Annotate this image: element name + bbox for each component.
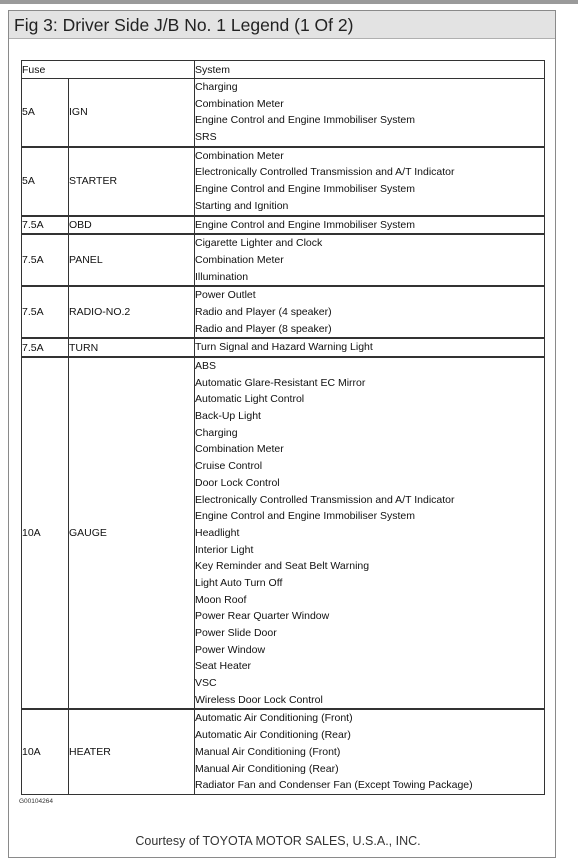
fuse-name: GAUGE	[69, 357, 195, 709]
system-item: VSC	[195, 677, 217, 690]
system-item: Power Rear Quarter Window	[195, 610, 330, 623]
table-row	[22, 79, 545, 147]
fuse-systems	[195, 286, 545, 338]
courtesy-caption: Courtesy of TOYOTA MOTOR SALES, U.S.A., INC.	[135, 834, 421, 848]
system-item: Combination Meter	[195, 443, 284, 456]
system-item: Automatic Air Conditioning (Rear)	[195, 729, 351, 742]
system-item: Engine Control and Engine Immobiliser System	[195, 114, 416, 127]
system-item: Radio and Player (4 speaker)	[195, 305, 332, 318]
fuse-systems	[195, 338, 545, 357]
fuse-systems	[195, 234, 545, 286]
system-item: Combination Meter	[195, 97, 284, 110]
system-item: Engine Control and Engine Immobiliser System	[195, 510, 416, 523]
figure-title: Fig 3: Driver Side J/B No. 1 Legend (1 Of 2)	[14, 15, 354, 35]
system-item: Engine Control and Engine Immobiliser System	[195, 218, 416, 231]
fuse-systems	[195, 216, 545, 235]
table-row	[22, 357, 545, 709]
fuse-systems	[195, 147, 545, 216]
system-item: Back-Up Light	[195, 410, 261, 423]
system-item: Radio and Player (8 speaker)	[195, 322, 332, 335]
fuse-name: RADIO-NO.2	[69, 286, 195, 338]
system-item: Turn Signal and Hazard Warning Light	[195, 341, 373, 354]
fuse-name: TURN	[69, 338, 195, 357]
fuse-name: HEATER	[69, 709, 195, 794]
system-item: Automatic Air Conditioning (Front)	[195, 712, 353, 725]
fuse-legend-table-wrap	[21, 60, 544, 795]
system-item: Electronically Controlled Transmission and A/T Indicator	[195, 166, 455, 179]
system-item: Charging	[195, 81, 238, 93]
system-item: Electronically Controlled Transmission and A/T Indicator	[195, 493, 455, 506]
fuse-name: STARTER	[69, 147, 195, 216]
fuse-name: PANEL	[69, 234, 195, 286]
table-row	[22, 286, 545, 338]
system-item: Key Reminder and Seat Belt Warning	[195, 560, 370, 573]
system-item: Manual Air Conditioning (Front)	[195, 745, 341, 758]
system-item: Illumination	[195, 270, 249, 283]
system-item: Wireless Door Lock Control	[195, 693, 323, 706]
fuse-amperage: 5A	[22, 79, 69, 147]
system-column-header: System	[195, 61, 545, 79]
fuse-amperage: 7.5A	[22, 216, 69, 235]
fuse-amperage: 7.5A	[22, 286, 69, 338]
system-item: Moon Roof	[195, 593, 247, 606]
table-row	[22, 338, 545, 357]
system-item: Power Slide Door	[195, 627, 277, 639]
system-item: Automatic Light Control	[195, 393, 305, 406]
fuse-legend-table	[21, 60, 545, 795]
fuse-systems	[195, 709, 545, 794]
table-row	[22, 147, 545, 216]
fuse-name: OBD	[69, 216, 195, 235]
fuse-amperage: 7.5A	[22, 338, 69, 357]
figure-title-bar	[9, 11, 555, 39]
system-item: Combination Meter	[195, 253, 284, 266]
system-item: ABS	[195, 360, 217, 372]
fuse-name: IGN	[69, 79, 195, 147]
system-item: SRS	[195, 131, 217, 144]
system-item: Door Lock Control	[195, 476, 280, 489]
system-item: Light Auto Turn Off	[195, 576, 283, 589]
system-item: Headlight	[195, 526, 240, 539]
system-item: Power Window	[195, 643, 266, 656]
top-rule	[0, 0, 578, 4]
system-item: Manual Air Conditioning (Rear)	[195, 762, 339, 775]
fuse-systems	[195, 79, 545, 147]
table-row	[22, 216, 545, 235]
system-item: Cruise Control	[195, 460, 263, 473]
system-item: Automatic Glare-Resistant EC Mirror	[195, 376, 366, 389]
table-row	[22, 234, 545, 286]
table-row	[22, 709, 545, 794]
fuse-amperage: 10A	[22, 709, 69, 794]
fuse-amperage: 10A	[22, 357, 69, 709]
system-item: Power Outlet	[195, 289, 256, 302]
system-item: Combination Meter	[195, 149, 284, 162]
fuse-amperage: 5A	[22, 147, 69, 216]
fuse-amperage: 7.5A	[22, 234, 69, 286]
system-item: Seat Heater	[195, 660, 252, 673]
system-item: Interior Light	[195, 543, 254, 556]
system-item: Starting and Ignition	[195, 199, 289, 212]
fuse-systems	[195, 357, 545, 709]
system-item: Cigarette Lighter and Clock	[195, 237, 323, 250]
fuse-column-header: Fuse	[22, 61, 195, 79]
system-item: Charging	[195, 426, 238, 439]
system-item: Radiator Fan and Condenser Fan (Except Towing Package)	[195, 779, 473, 792]
fuse-table-body	[22, 79, 545, 795]
table-header-row	[22, 61, 545, 79]
figure-code: G00104264	[19, 798, 53, 805]
system-item: Engine Control and Engine Immobiliser System	[195, 183, 416, 196]
